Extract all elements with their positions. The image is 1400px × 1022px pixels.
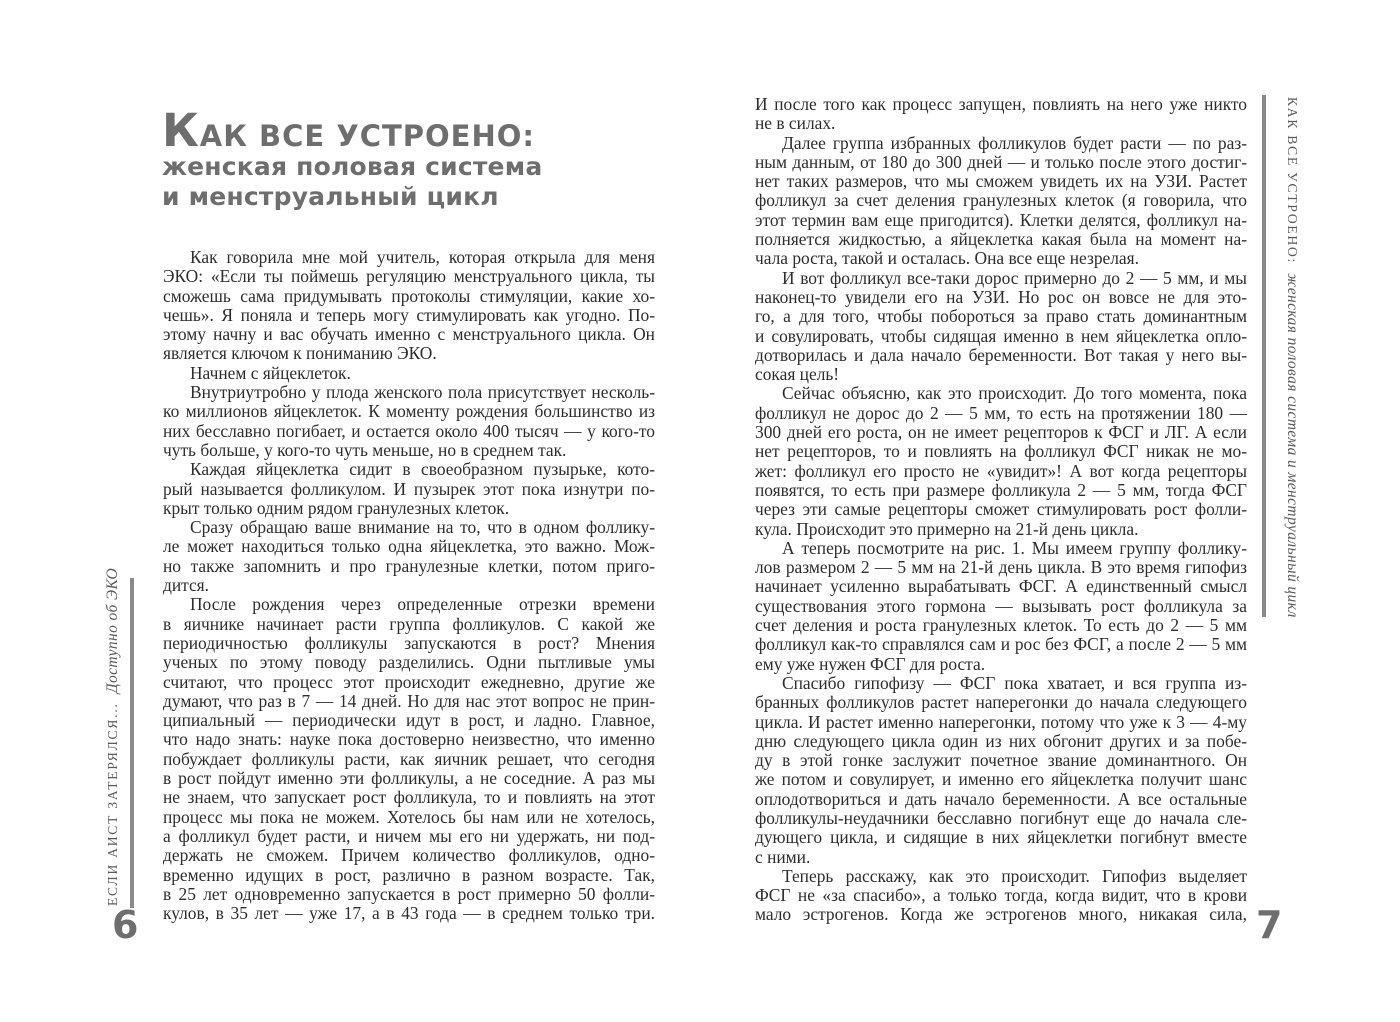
- text-line: держать не сможем. Причем количество фолликулов, одно-: [163, 845, 655, 866]
- text-line: через эти самые рецепторы сможет стимулировать рост фолли-: [755, 499, 1247, 520]
- chapter-subtitle-line: женская половая система: [162, 152, 543, 181]
- book-series-subtitle: Доступно об ЭКО: [104, 567, 121, 694]
- paragraph: [755, 95, 1247, 134]
- text-line: но также запомнить и про гранулезные клетки, потом приго-: [163, 555, 655, 576]
- body-text-left: [163, 248, 655, 923]
- text-line: ЭКО: «Если ты поймешь регуляцию менструального цикла, ты: [163, 266, 655, 287]
- text-line: них бесславно погибает, и остается около 400 тысяч — у кого-то: [163, 420, 655, 441]
- page-number-right: 7: [1256, 903, 1283, 947]
- paragraph: [163, 460, 655, 518]
- text-line: цикла. И растет именно наперегонки, потому что уже к 3 — 4-му: [755, 711, 1247, 732]
- text-line: же потом и совулирует, и именно его яйцеклетка получит шанс: [755, 769, 1247, 790]
- paragraph: [755, 269, 1247, 385]
- text-line: дующего цикла, и сидящие в них яйцеклетки погибнут вместе: [755, 827, 1247, 848]
- spine-right-rule: [1262, 95, 1266, 617]
- page-number-left: 6: [112, 903, 139, 947]
- text-line: не в силах.: [755, 113, 836, 134]
- text-line: наконец-то увидели его на УЗИ. Но рос он вовсе не для это-: [755, 286, 1247, 307]
- text-line: фолликулы-неудачники бесславно погибнут еще до начала сле-: [755, 807, 1247, 828]
- chapter-title-rest: АК ВСЕ УСТРОЕНО:: [199, 119, 535, 153]
- spine-left-rule: [130, 578, 134, 908]
- text-line: ле может находиться только одна яйцеклетка, это важно. Мож-: [163, 536, 655, 557]
- text-line: Далее группа избранных фолликулов будет расти — по раз-: [782, 132, 1247, 153]
- paragraph: [163, 248, 655, 364]
- text-line: в рост пойдут именно эти фолликулы, а не соседние. А раз мы: [163, 768, 655, 789]
- spine-left-caption: [104, 568, 122, 906]
- text-line: не знаем, что запускает рост фолликула, то и повлиять на этот: [163, 787, 655, 808]
- text-line: ко миллионов яйцеклеток. К моменту рождения большинство из: [163, 401, 655, 422]
- text-line: процесс мы пока не можем. Хотелось бы нам или не хотелось,: [163, 806, 655, 827]
- paragraph: [755, 867, 1247, 925]
- text-line: И вот фолликул все-таки дорос примерно до 2 — 5 мм, и мы: [782, 267, 1247, 288]
- text-line: ду в этой гонке заслужит почетное звание доминантного. Он: [755, 750, 1247, 771]
- text-line: полняется жидкостью, а яйцеклетка какая была на момент на-: [755, 229, 1247, 250]
- paragraph: [755, 134, 1247, 269]
- text-line: А теперь посмотрите на рис. 1. Мы имеем группу фоллику-: [782, 537, 1247, 558]
- text-line: этому начну и вас обучать именно с менструального цикла. Он: [163, 324, 655, 345]
- text-line: чуть больше, у кого-то чуть меньше, но в среднем так.: [163, 439, 567, 460]
- chapter-title-initial: К: [162, 104, 200, 157]
- text-line: счет деления и роста гранулезных клеток. То есть до 2 — 5 мм: [755, 615, 1247, 636]
- text-line: фолликул как-то справлялся сам и рос без ФСГ, а после 2 — 5 мм: [755, 634, 1247, 655]
- text-line: побуждает фолликулы расти, как яичник решает, что сегодня: [163, 748, 655, 769]
- text-line: временно идущих в рост, различно в разном возрасте. Так,: [163, 864, 655, 885]
- text-line: периодичностью фолликулы запускаются в рост? Мнения: [163, 632, 655, 653]
- text-line: появятся, то есть при размере фолликула 2 — 5 мм, тогда ФСГ: [755, 479, 1247, 500]
- paragraph: [755, 539, 1247, 674]
- text-line: в яичнике начинает расти группа фолликулов. С какой же: [163, 613, 655, 634]
- text-line: дню следующего цикла один из них обгонит других и за побе-: [755, 730, 1247, 751]
- text-line: крыт только одним рядом гранулезных клеток.: [163, 497, 510, 518]
- text-line: ным данным, от 180 до 300 дней — и только после этого достиг-: [755, 151, 1247, 172]
- text-line: и совулировать, чтобы сидящая именно в нем яйцеклетка опло-: [755, 325, 1247, 346]
- chapter-spine-title: КАК ВСЕ УСТРОЕНО:: [1285, 97, 1300, 265]
- paragraph: [163, 595, 655, 923]
- text-line: фолликул за счет деления гранулезных клеток (я говорила, что: [755, 190, 1247, 211]
- chapter-subtitle-line: и менструальный цикл: [162, 182, 499, 211]
- text-line: а фолликул будет расти, и ничем мы его ни удержать, ни под-: [163, 825, 655, 846]
- text-line: оплодотвориться и дать начало беременности. А все остальные: [755, 788, 1247, 809]
- text-line: нет таких размеров, что мы сможем увидеть их на УЗИ. Растет: [755, 171, 1247, 192]
- text-line: ученых по этому поводу разделились. Одни пытливые умы: [163, 652, 655, 673]
- text-line: ципиальный — периодически идут в рост, и ладно. Главное,: [163, 710, 655, 731]
- text-line: го, а для того, чтобы побороться за право стать доминантным: [755, 306, 1247, 327]
- body-text-right: [755, 95, 1247, 925]
- text-line: рый называется фолликулом. И пузырек этот пока изнутри по-: [163, 478, 655, 499]
- chapter-subtitle: [162, 152, 542, 212]
- text-line: фолликул не дорос до 2 — 5 мм, то есть на протяжении 180 —: [755, 402, 1247, 423]
- text-line: После рождения через определенные отрезки времени: [190, 594, 655, 615]
- text-line: дотворилась и дала начало беременности. Вот такая у него вы-: [755, 344, 1247, 365]
- text-line: что надо знать: науке пока достоверно неизвестно, что именно: [163, 729, 655, 750]
- text-line: лов размером 2 — 5 мм на 21-й день цикла. В это время гипофиз: [755, 557, 1247, 578]
- text-line: Теперь расскажу, как это происходит. Гипофиз выделяет: [782, 865, 1247, 886]
- text-line: Сразу обращаю ваше внимание на то, что в одном фоллику-: [190, 517, 655, 538]
- text-line: ему уже нужен ФСГ для роста.: [755, 653, 986, 674]
- text-line: чешь». Я поняла и теперь могу стимулировать как угодно. По-: [163, 304, 655, 325]
- paragraph: [163, 518, 655, 595]
- text-line: кула. Происходит это примерно на 21-й день цикла.: [755, 518, 1139, 539]
- text-line: дится.: [163, 575, 210, 596]
- text-line: мало эстрогенов. Когда же эстрогенов много, никакая сила,: [755, 904, 1247, 925]
- text-line: Внутриутробно у плода женского пола присутствует несколь-: [190, 382, 655, 403]
- text-line: жет: фолликул его просто не «увидит»! А вот когда рецепторы: [755, 460, 1247, 481]
- text-line: считают, что процесс этот происходит ежедневно, другие же: [163, 671, 655, 692]
- text-line: является ключом к пониманию ЭКО.: [163, 343, 437, 364]
- paragraph: [163, 364, 655, 383]
- text-line: нет рецепторов, то и повлиять на фолликул ФСГ никак не мо-: [755, 441, 1247, 462]
- text-line: этот термин вам еще пригодится). Клетки делятся, фолликул на-: [755, 209, 1247, 230]
- paragraph: [755, 674, 1247, 867]
- text-line: с ними.: [755, 846, 811, 867]
- text-line: Каждая яйцеклетка сидит в своеобразном пузырьке, кото-: [190, 459, 655, 480]
- chapter-spine-subtitle: женская половая система и менструальный цикл: [1284, 273, 1301, 618]
- text-line: кулов, в 35 лет — уже 17, а в 43 года — в среднем только три.: [163, 903, 655, 924]
- text-line: Начнем с яйцеклеток.: [190, 362, 351, 383]
- text-line: Как говорила мне мой учитель, которая открыла для меня: [190, 247, 655, 267]
- spine-right-caption: [1283, 97, 1301, 618]
- text-line: чала роста, такой и осталась. Она все еще незрелая.: [755, 248, 1139, 269]
- text-line: существования этого гормона — вызывать рост фолликула за: [755, 595, 1247, 616]
- text-line: начинает усиленно вырабатывать ФСГ. А единственный смысл: [755, 576, 1247, 597]
- text-line: в 25 лет одновременно запускается в рост примерно 50 фолли-: [163, 883, 655, 904]
- paragraph: [755, 384, 1247, 538]
- text-line: Спасибо гипофизу — ФСГ пока хватает, и вся группа из-: [782, 672, 1247, 693]
- text-line: сможешь сама придумывать протоколы стимуляции, какие хо-: [163, 285, 655, 306]
- text-line: думают, что раз в 7 — 14 дней. Но для нас этот вопрос не прин-: [163, 690, 655, 711]
- text-line: бранных фолликулов растет наперегонки до начала следующего: [755, 692, 1247, 713]
- text-line: ФСГ не «за спасибо», а только тогда, когда видит, что в крови: [755, 885, 1247, 906]
- text-line: Сейчас объясню, как это происходит. До того момента, пока: [782, 383, 1247, 404]
- text-line: сокая цель!: [755, 364, 840, 385]
- text-line: И после того как процесс запущен, повлиять на него уже никто: [755, 94, 1247, 114]
- paragraph: [163, 383, 655, 460]
- chapter-title: [162, 104, 535, 157]
- text-line: 300 дней его роста, он не имеет рецепторов к ФСГ и ЛГ. А если: [755, 422, 1247, 443]
- book-series-title: ЕСЛИ АИСТ ЗАТЕРЯЛСЯ...: [105, 702, 120, 906]
